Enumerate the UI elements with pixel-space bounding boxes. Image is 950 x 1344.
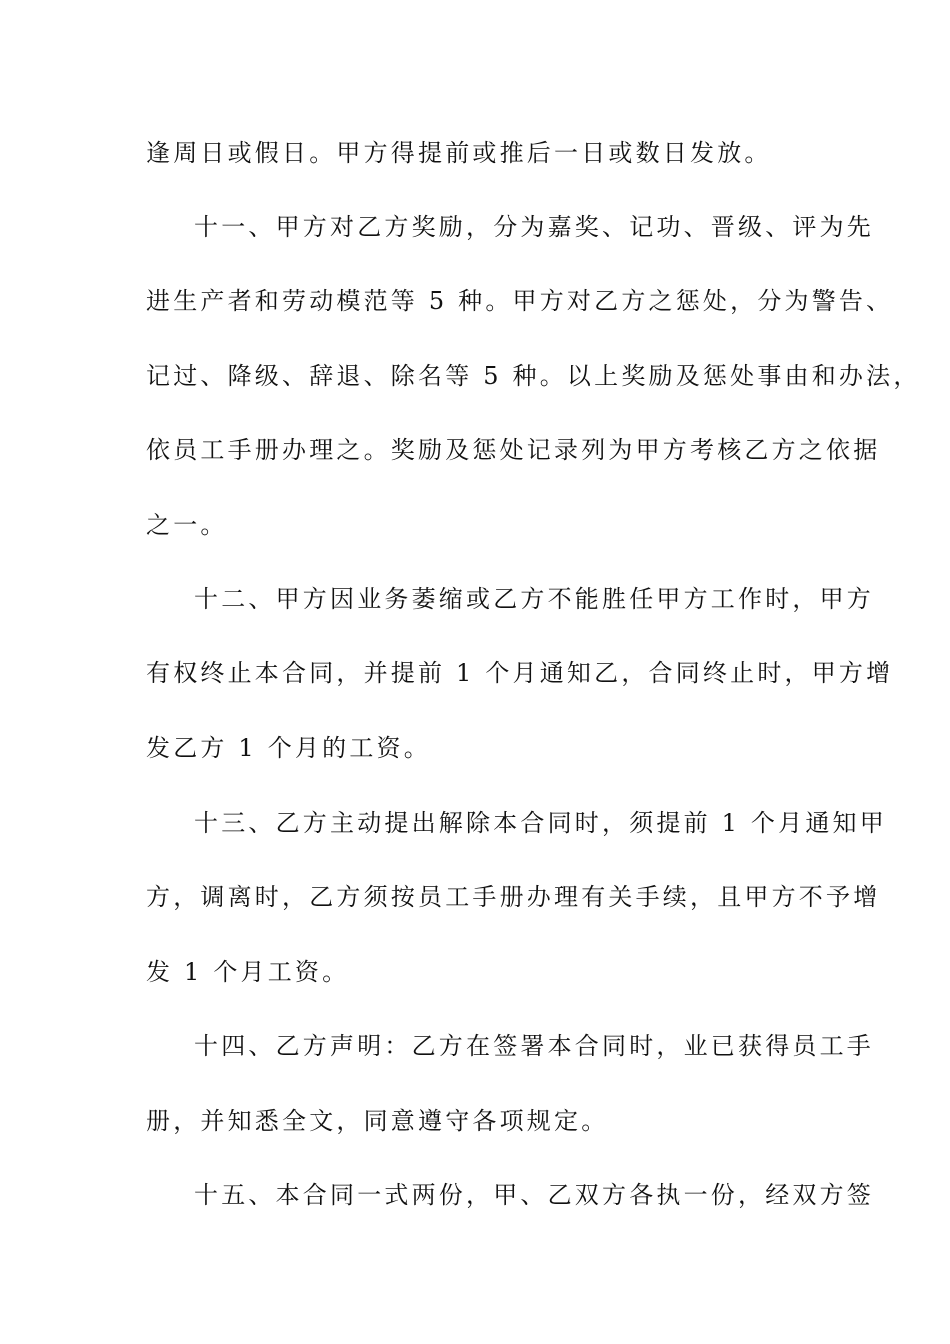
text-line: 发 1 个月工资。 [146,958,350,986]
text-line: 记过、降级、辞退、除名等 5 种。以上奖励及惩处事由和办法， [146,362,921,390]
text-line: 进生产者和劳动模范等 5 种。甲方对乙方之惩处，分为警告、 [146,287,894,315]
paragraph-12-start: 十二、甲方因业务萎缩或乙方不能胜任甲方工作时，甲方 [194,585,874,613]
text-line: 方，调离时，乙方须按员工手册办理有关手续，且甲方不予增 [146,883,881,911]
text-line: 逢周日或假日。甲方得提前或推后一日或数日发放。 [146,139,772,167]
text-line: 发乙方 1 个月的工资。 [146,734,431,762]
paragraph-14-start: 十四、乙方声明：乙方在签署本合同时，业已获得员工手 [194,1032,874,1060]
paragraph-13-start: 十三、乙方主动提出解除本合同时，须提前 1 个月通知甲 [194,809,887,837]
paragraph-15-start: 十五、本合同一式两份，甲、乙双方各执一份，经双方签 [194,1181,874,1209]
paragraph-11-start: 十一、甲方对乙方奖励，分为嘉奖、记功、晋级、评为先 [194,213,874,241]
text-line: 依员工手册办理之。奖励及惩处记录列为甲方考核乙方之依据 [146,436,881,464]
text-line: 之一。 [146,511,228,539]
text-line: 有权终止本合同，并提前 1 个月通知乙，合同终止时，甲方增 [146,659,894,687]
text-line: 册，并知悉全文，同意遵守各项规定。 [146,1107,609,1135]
